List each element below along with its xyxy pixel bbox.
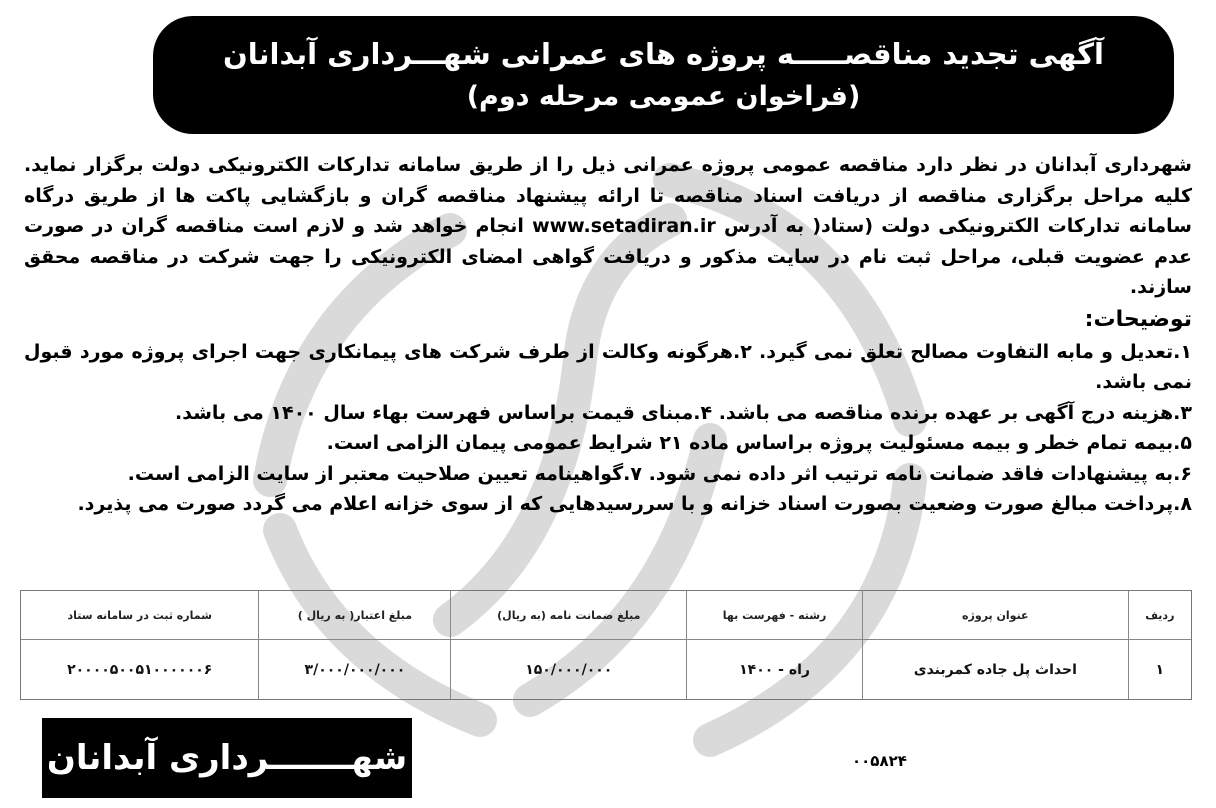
cell-guarantee-amount: ۱۵۰/۰۰۰/۰۰۰ <box>451 640 687 700</box>
cell-row-number: ۱ <box>1128 640 1191 700</box>
intro-lead: شهرداری آبدانان در نظر دارد <box>916 154 1192 176</box>
cell-setad-number: ۲۰۰۰۰۵۰۰۵۱۰۰۰۰۰۰۶ <box>67 661 213 678</box>
header-project-title: عنوان پروژه <box>863 591 1129 640</box>
notice-subtitle: (فراخوان عمومی مرحله دوم) <box>466 81 861 112</box>
footer-org-banner <box>42 718 412 798</box>
notice-title-banner <box>153 16 1174 134</box>
header-row-number: ردیف <box>1128 591 1191 640</box>
header-setad-number: شماره ثبت در سامانه ستاد <box>21 591 259 640</box>
note-item: ۱.تعدیل و مابه التفاوت مصالح تعلق نمی گیرد. ۲.هرگونه وکالت از طرف شرکت های پیمانکاری جهت اجرای پروژه مورد قبول نمی باشد. <box>24 340 1192 393</box>
footer-org-name: شهـــــــرداری آبدانان <box>46 738 408 778</box>
ad-code: ۰۰۵۸۲۴ <box>852 752 907 770</box>
note-item: ۵.بیمه تمام خطر و بیمه مسئولیت پروژه براساس ماده ۲۱ شرایط عمومی پیمان الزامی است. <box>326 432 1192 454</box>
table-row <box>21 640 1191 700</box>
cell-field-price-list: راه - ۱۴۰۰ <box>687 640 863 700</box>
cell-project-title: احداث پل جاده کمربندی <box>863 640 1129 700</box>
projects-table-wrapper <box>20 590 1192 700</box>
cell-credit-amount: ۳/۰۰۰/۰۰۰/۰۰۰ <box>259 640 451 700</box>
notes-heading: توضیحات: <box>1084 306 1192 332</box>
note-item: ۶.به پیشنهادات فاقد ضمانت نامه ترتیب اثر داده نمی شود. ۷.گواهینامه تعیین صلاحیت معتبر از سایت الزامی است. <box>127 462 1192 485</box>
notice-body <box>24 150 1192 520</box>
header-field-price-list: رشته - فهرست بها <box>687 591 863 640</box>
note-item: ۳.هزینه درج آگهی بر عهده برنده مناقصه می باشد. ۴.مبنای قیمت براساس فهرست بهاء سال ۱۴۰۰ می باشد. <box>175 401 1192 424</box>
header-credit-amount: مبلغ اعتبار( به ریال ) <box>259 591 451 640</box>
table-header-row <box>21 591 1191 640</box>
projects-table <box>21 591 1191 699</box>
note-item: ۸.پرداخت مبالغ صورت وضعیت بصورت اسناد خزانه و با سررسیدهایی که از سوی خزانه اعلام می گردد صورت می پذیرد. <box>77 493 1192 515</box>
intro-paragraph <box>24 150 1192 303</box>
intro-text: مناقصه عمومی پروژه عمرانی ذیل را از طریق سامانه تدارکات الکترونیکی دولت برگزار نماید. کلیه مراحل برگزاری مناقصه از دریافت اسناد مناقصه تا ارائه پیشنهاد مناقصه گران و بازگشایی پاکت ها از طریق درگاه سامانه تدارکات الکترونیکی دولت (ستاد( به آدرس www.setadiran.ir انجام خواهد شد و لازم است مناقصه گران در صورت عدم عضویت قبلی، مراحل ثبت نام در سایت مذکور و دریافت گواهی امضای الکترونیکی را جهت شرکت در مناقصه محقق سازند. <box>24 154 1192 298</box>
notice-title: آگهی تجدید مناقصـــــه پروژه های عمرانی شهـــرداری آبدانان <box>223 37 1104 71</box>
header-guarantee-amount: مبلغ ضمانت نامه (به ریال) <box>451 591 687 640</box>
